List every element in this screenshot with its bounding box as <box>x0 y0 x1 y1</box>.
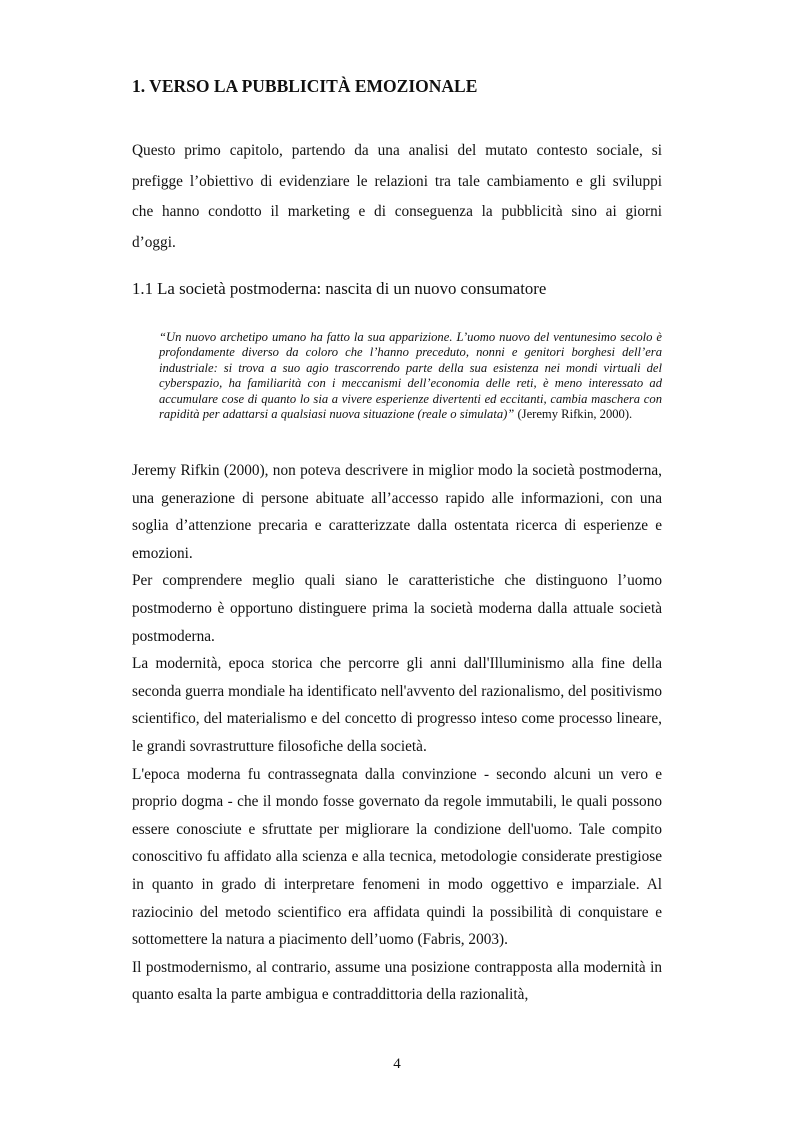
intro-paragraph: Questo primo capitolo, partendo da una analisi del mutato contesto sociale, si prefigge l’obiettivo di evidenziare le relazioni tra tale cambiamento e gli sviluppi che hanno condotto il marketing e di conseguenza la pubblicità sino ai giorni d’oggi. <box>132 142 662 251</box>
section-title: 1.1 La società postmoderna: nascita di un nuovo consumatore <box>132 279 547 298</box>
quote-source: (Jeremy Rifkin, 2000). <box>517 407 633 422</box>
chapter-title: 1. VERSO LA PUBBLICITÀ EMOZIONALE <box>132 76 478 96</box>
rifkin-quote <box>159 330 662 422</box>
page-number: 4 <box>393 1056 401 1072</box>
body-paragraph: Jeremy Rifkin (2000), non poteva descrivere in miglior modo la società postmoderna, una generazione di persone abituate all’accesso rapido alle informazioni, con una soglia d’attenzione precaria e caratterizzate dalla ostentata ricerca di esperienze e emozioni. <box>132 462 662 562</box>
body-paragraph: La modernità, epoca storica che percorre gli anni dall'Illuminismo alla fine della seconda guerra mondiale ha identificato nell'avvento del razionalismo, del positivismo scientifico, del materialismo e del concetto di progresso inteso come processo lineare, le grandi sovrastrutture filosofiche della società. <box>132 655 662 755</box>
body-paragraph: L'epoca moderna fu contrassegnata dalla convinzione - secondo alcuni un vero e proprio dogma - che il mondo fosse governato da regole immutabili, le quali possono essere conosciute e sfruttate per migliorare la condizione dell'uomo. Tale compito conoscitivo fu affidato alla scienza e alla tecnica, metodologie considerate prestigiose in quanto in grado di interpretare fenomeni in modo oggettivo e imparziale. Al raziocinio del metodo scientifico era affidata quindi la possibilità di conquistare e sottomettere la natura a piacimento dell’uomo (Fabris, 2003). <box>132 765 662 949</box>
quote-text: “Un nuovo archetipo umano ha fatto la sua apparizione. L’uomo nuovo del ventunesimo secolo è profondamente diverso da coloro che l’hanno preceduto, nonni e genitori borghesi dell’era industriale: si trova a suo agio trascorrendo parte della sua esistenza nei mondi virtuali del cyberspazio, ha familiarità con i meccanismi dell’economia delle reti, è meno interessato ad accumulare cose di quanto lo sia a vivere esperienze divertenti ed eccitanti, cambia maschera con rapidità per adattarsi a qualsiasi nuova situazione (reale o simulata)” <box>159 330 662 422</box>
body-paragraph: Per comprendere meglio quali siano le caratteristiche che distinguono l’uomo postmoderno è opportuno distinguere prima la società moderna dalla attuale società postmoderna. <box>132 572 662 645</box>
body-text <box>132 457 662 1009</box>
body-paragraph: Il postmodernismo, al contrario, assume una posizione contrapposta alla modernità in quanto esalta la parte ambigua e contraddittoria della razionalità, <box>132 958 662 1004</box>
